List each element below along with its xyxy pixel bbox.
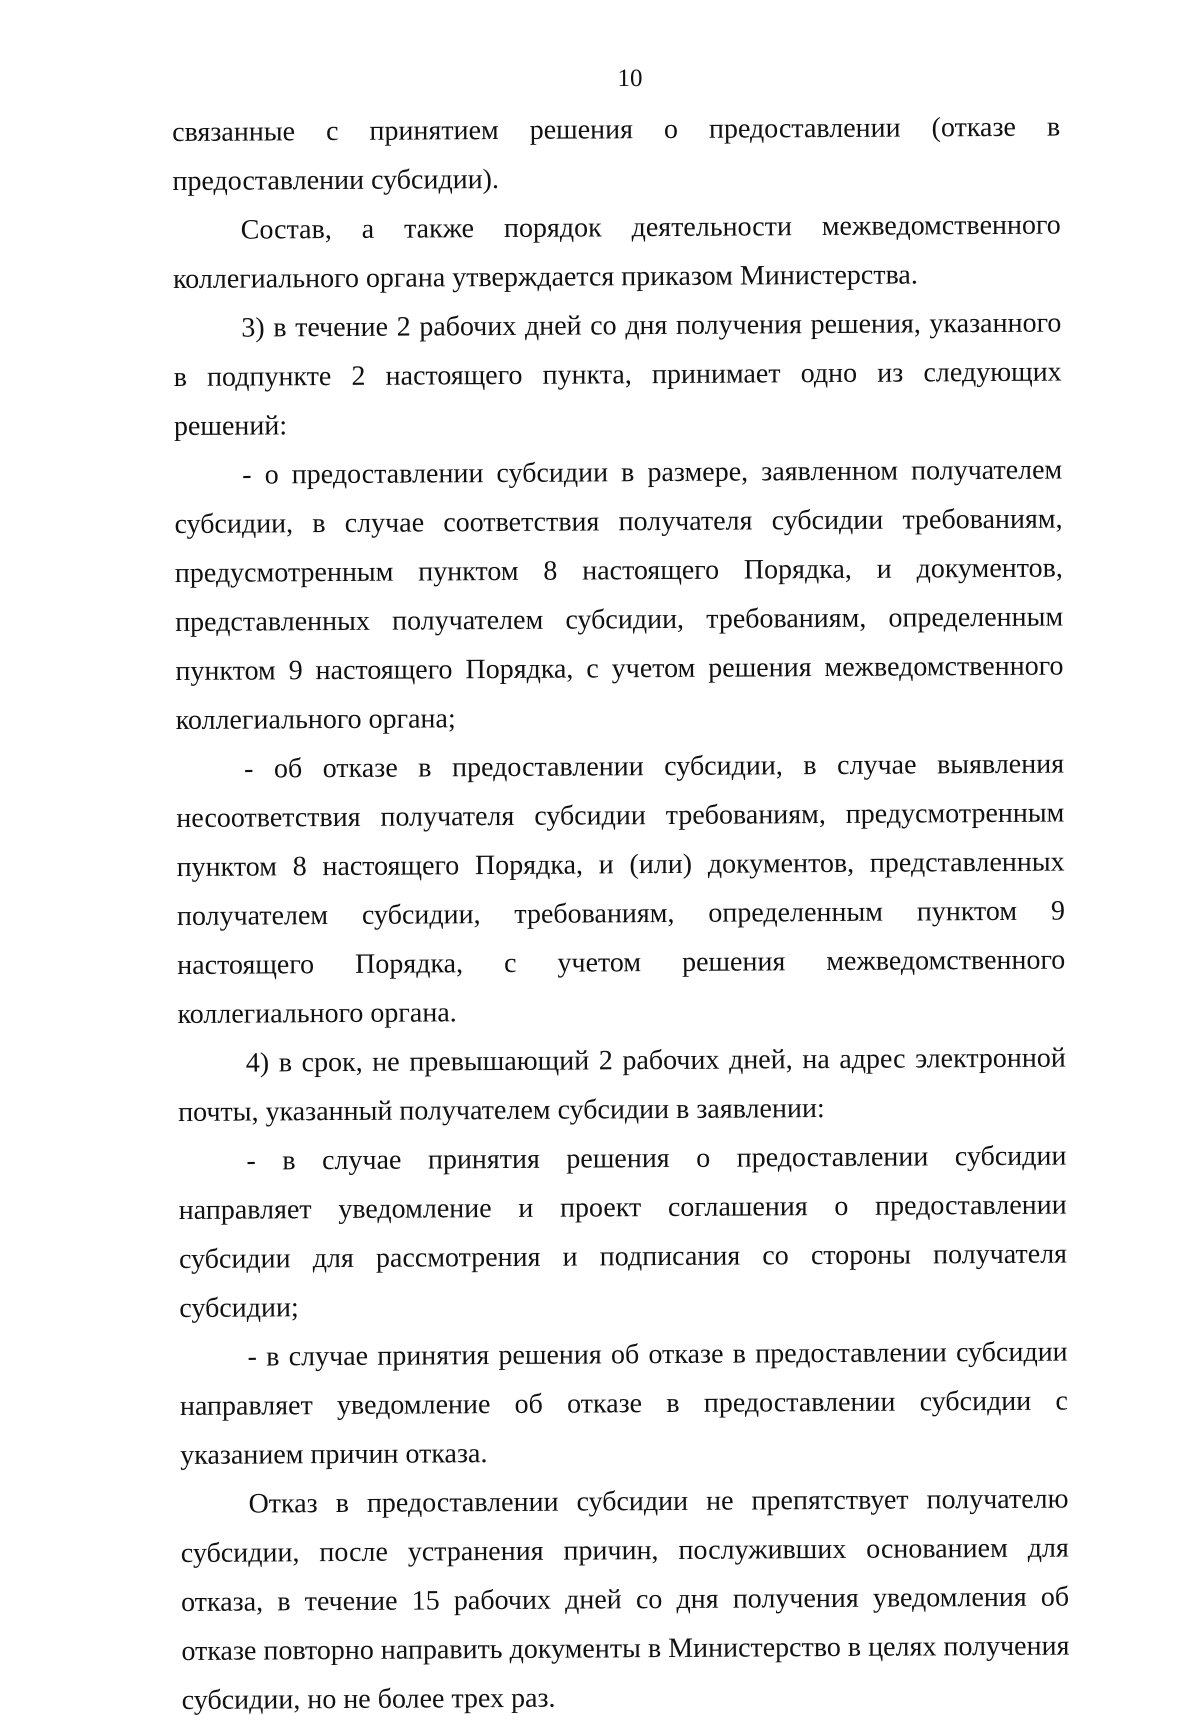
page-number: 10	[617, 65, 643, 92]
paragraph-continuation: связанные с принятием решения о предоставлении (отказе в предоставлении субсидии).	[172, 111, 1061, 197]
paragraph-refusal-notice: - в случае принятия решения об отказе в предоставлении субсидии направляет уведомление об отказе в предоставлении субсидии с указанием причин отказа.	[179, 1336, 1069, 1471]
paragraph-refusal-decision: - об отказе в предоставлении субсидии, в случае выявления несоответствия получателя субсидии требованиям, предусмотренным пунктом 8 настоящего Порядка, и (или) документов, представленных получателем субсидии, требованиям, определенным пунктом 9 настоящего Порядка, с учетом решения межведомственного коллегиального органа.	[176, 748, 1066, 1030]
document-body	[172, 103, 1070, 1725]
paragraph-commission-composition: Состав, а также порядок деятельности межведомственного коллегиального органа утверждается приказом Министерства.	[172, 209, 1061, 295]
paragraph-item-3: 3) в течение 2 рабочих дней со дня получения решения, указанного в подпункте 2 настоящего пункта, принимает одно из следующих решений:	[173, 307, 1062, 442]
paragraph-grant-decision: - о предоставлении субсидии в размере, заявленном получателем субсидии, в случае соответствия получателя субсидии требованиям, предусмотренным пунктом 8 настоящего Порядка, и документов, представленных получателем субсидии, требованиям, определенным пунктом 9 настоящего Порядка, с учетом решения межведомственного коллегиального органа;	[174, 454, 1064, 736]
paragraph-item-4: 4) в срок, не превышающий 2 рабочих дней, на адрес электронной почты, указанный получателем субсидии в заявлении:	[178, 1042, 1066, 1128]
paragraph-grant-notice: - в случае принятия решения о предоставлении субсидии направляет уведомление и проект соглашения о предоставлении субсидии для рассмотрения и подписания со стороны получателя субсидии;	[178, 1140, 1068, 1324]
paragraph-resubmission: Отказ в предоставлении субсидии не препятствует получателю субсидии, после устранения причин, послуживших основанием для отказа, в течение 15 рабочих дней со дня получения уведомления об отказе повторно направить документы в Министерство в целях получения субсидии, но не более трех раз.	[180, 1483, 1070, 1716]
